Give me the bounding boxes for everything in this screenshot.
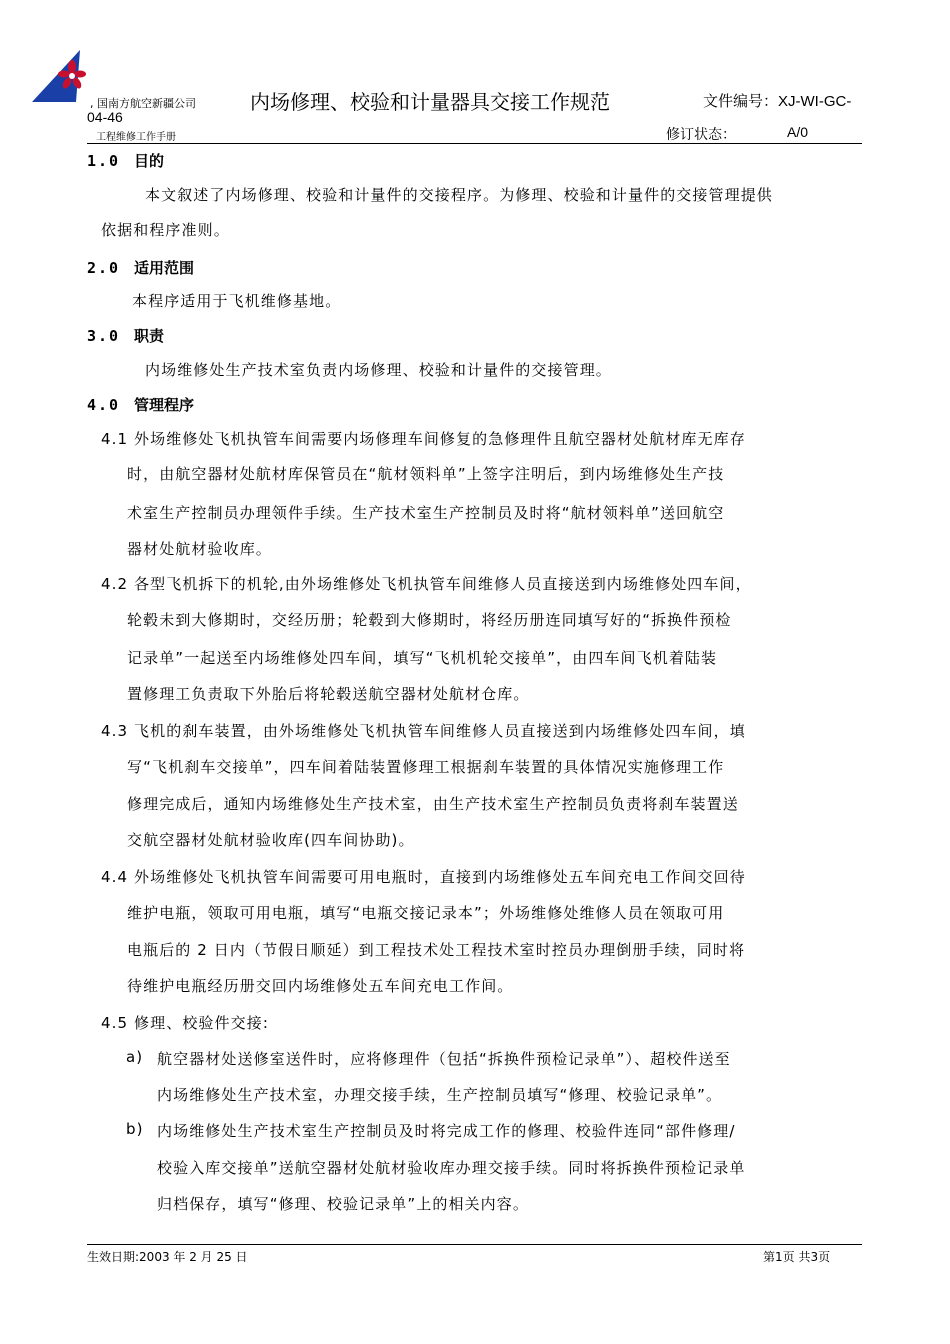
company-logo (32, 46, 96, 104)
paragraph-line: 时，由航空器材处航材库保管员在“航材领料单”上签字注明后，到内场维修处生产技 (127, 465, 725, 483)
company-name: , 国南方航空新疆公司 (90, 97, 196, 110)
section-title: 适用范围 (134, 259, 195, 277)
paragraph-line: 本程序适用于飞机维修基地。 (132, 292, 342, 310)
list-item-line: 内场维修处生产技术室，办理交接手续，生产控制员填写“修理、校验记录单”。 (157, 1086, 723, 1104)
paragraph-line: 电瓶后的 2 日内（节假日顺延）到工程技术处工程技术室时控员办理倒册手续，同时将 (127, 941, 746, 959)
paragraph-line: 待维护电瓶经历册交回内场维修处五车间充电工作间。 (127, 977, 514, 995)
paragraph-line: 本文叙述了内场修理、校验和计量件的交接程序。为修理、校验和计量件的交接管理提供 (145, 186, 773, 204)
revision-label: 修订状态： (666, 126, 736, 142)
paragraph-line: 维护电瓶，领取可用电瓶，填写“电瓶交接记录本”；外场维修处维修人员在领取可用 (127, 904, 725, 922)
paragraph-line: 4.2 各型飞机拆下的机轮,由外场维修处飞机执管车间维修人员直接送到内场维修处四车间， (101, 575, 752, 593)
section-title: 职责 (134, 327, 165, 345)
document-number-label: 文件编号：XJ-WI-GC- (703, 93, 852, 110)
revision-value: A/0 (787, 124, 809, 140)
paragraph-line: 4.3 飞机的刹车装置，由外场维修处飞机执管车间维修人员直接送到内场维修处四车间，填 (101, 722, 746, 740)
paragraph-line: 4.4 外场维修处飞机执管车间需要可用电瓶时，直接到内场维修处五车间充电工作间交回待 (101, 868, 746, 886)
section-title: 管理程序 (134, 396, 195, 414)
section-heading (87, 150, 164, 171)
paragraph-line: 依据和程序准则。 (101, 221, 230, 239)
paragraph-line: 置修理工负责取下外胎后将轮毂送航空器材处航材仓库。 (127, 685, 530, 703)
effective-date: 生效日期:2003 年 2 月 25 日 (87, 1250, 248, 1264)
paragraph-line: 写“飞机刹车交接单”，四车间着陆装置修理工根据刹车装置的具体情况实施修理工作 (127, 758, 725, 776)
paragraph-line: 4.1 外场维修处飞机执管车间需要内场修理车间修复的急修理件且航空器材处航材库无库存 (101, 430, 746, 448)
paragraph-line: 器材处航材验收库。 (127, 540, 272, 558)
header-divider (87, 143, 862, 144)
paragraph-line: 修理完成后，通知内场维修处生产技术室，由生产技术室生产控制员负责将刹车装置送 (127, 795, 739, 813)
manual-name: 工程维修工作手册 (96, 132, 176, 143)
paragraph-line: 记录单”一起送至内场维修处四车间，填写“飞机机轮交接单”，由四车间飞机着陆装 (127, 649, 718, 667)
paragraph-line: 内场维修处生产技术室负责内场修理、校验和计量件的交接管理。 (145, 361, 612, 379)
document-number-continued: 04-46 (87, 109, 123, 125)
paragraph-line: 术室生产控制员办理领件手续。生产技术室生产控制员及时将“航材领料单”送回航空 (127, 504, 725, 522)
section-heading (87, 325, 164, 346)
page-number: 第1页 共3页 (763, 1250, 831, 1264)
footer-divider (87, 1244, 862, 1245)
list-marker: a) (126, 1048, 144, 1066)
section-number: 4.0 (87, 396, 121, 414)
list-item-line: 校验入库交接单”送航空器材处航材验收库办理交接手续。同时将拆换件预检记录单 (157, 1159, 746, 1177)
list-item-line: 归档保存，填写“修理、校验记录单”上的相关内容。 (157, 1195, 529, 1213)
paragraph-line: 轮毂未到大修期时，交经历册；轮毂到大修期时，将经历册连同填写好的“拆换件预检 (127, 611, 732, 629)
paragraph-line: 交航空器材处航材验收库(四车间协助)。 (127, 831, 415, 849)
paragraph-line: 4.5 修理、校验件交接: (101, 1014, 269, 1032)
list-item-line: 航空器材处送修室送件时，应将修理件（包括“拆换件预检记录单”）、超校件送至 (157, 1050, 731, 1068)
document-title: 内场修理、校验和计量器具交接工作规范 (250, 90, 610, 114)
section-heading (87, 257, 194, 278)
list-item-line: 内场维修处生产技术室生产控制员及时将完成工作的修理、校验件连同“部件修理/ (157, 1122, 736, 1140)
list-marker: b) (126, 1120, 144, 1138)
section-number: 3.0 (87, 327, 121, 345)
section-number: 1.0 (87, 152, 121, 170)
section-title: 目的 (134, 152, 165, 170)
section-heading (87, 394, 194, 415)
section-number: 2.0 (87, 259, 121, 277)
